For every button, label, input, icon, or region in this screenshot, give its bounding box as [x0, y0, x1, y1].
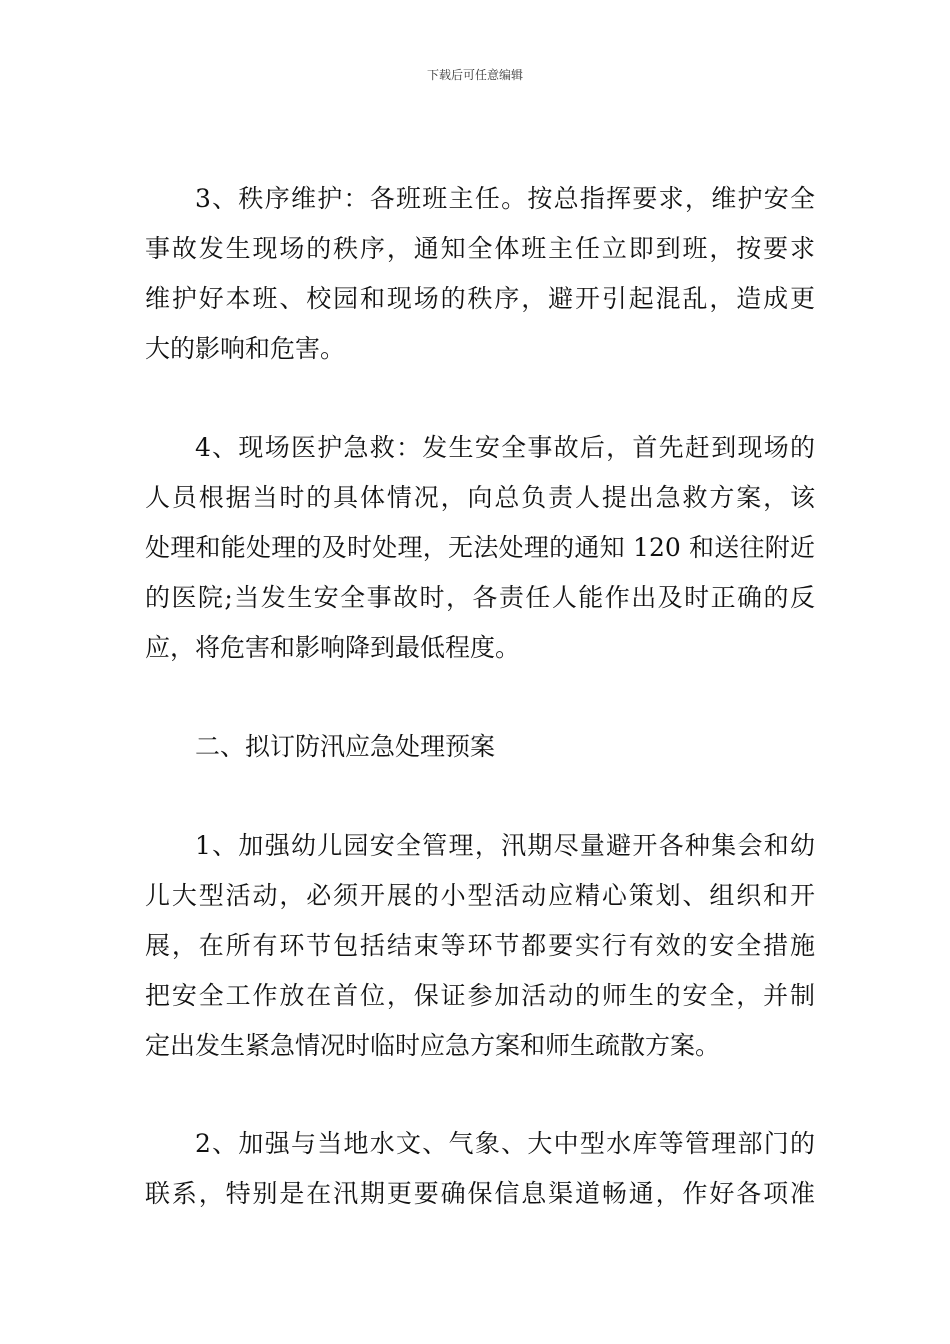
paragraph-line: 把安全工作放在首位，保证参加活动的师生的安全，并制 [145, 981, 815, 1010]
paragraph-order-maintenance [145, 174, 815, 374]
paragraph-line: 的医院;当发生安全事故时，各责任人能作出及时正确的反 [145, 583, 815, 612]
paragraph-line: 处理和能处理的及时处理，无法处理的通知 120 和送往附近 [145, 533, 815, 562]
paragraph-line: 展，在所有环节包括结束等环节都要实行有效的安全措施 [145, 931, 815, 960]
paragraph-kindergarten-safety [145, 821, 815, 1071]
paragraph-line: 1、加强幼儿园安全管理，汛期尽量避开各种集会和幼 [195, 831, 815, 860]
page-header: 下载后可任意编辑 [426, 68, 523, 82]
paragraph-line: 大的影响和危害。 [145, 334, 346, 363]
paragraph-line: 应，将危害和影响降到最低程度。 [145, 633, 521, 662]
paragraph-line: 人员根据当时的具体情况，向总负责人提出急救方案，该 [145, 483, 815, 512]
section-heading: 二、拟订防汛应急处理预案 [195, 732, 496, 761]
paragraph-line: 事故发生现场的秩序，通知全体班主任立即到班，按要求 [145, 234, 815, 263]
paragraph-line: 儿大型活动，必须开展的小型活动应精心策划、组织和开 [145, 881, 815, 910]
paragraph-line: 联系，特别是在汛期更要确保信息渠道畅通，作好各项准 [145, 1179, 815, 1208]
paragraph-liaison [145, 1119, 815, 1219]
paragraph-medical-rescue [145, 423, 815, 673]
paragraph-line: 3、秩序维护：各班班主任。按总指挥要求，维护安全 [195, 184, 815, 213]
paragraph-line: 定出发生紧急情况时临时应急方案和师生疏散方案。 [145, 1031, 721, 1060]
paragraph-line: 4、现场医护急救：发生安全事故后，首先赶到现场的 [195, 433, 815, 462]
paragraph-line: 维护好本班、校园和现场的秩序，避开引起混乱，造成更 [145, 284, 815, 313]
paragraph-line: 2、加强与当地水文、气象、大中型水库等管理部门的 [195, 1129, 815, 1158]
